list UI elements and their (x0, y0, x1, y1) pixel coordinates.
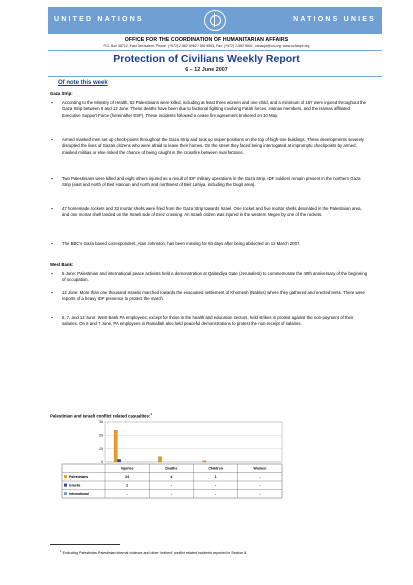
gaza-bullet-5 (50, 241, 368, 247)
table-cell: - (170, 492, 172, 497)
westbank-bullet-text: 12 June: More than one thousand Israelis marched towards the evacuated settlement of Khomesh (Nablus) where they gathered and erected tents. There were reports of a heavy IDF presence to protect the march. (62, 290, 365, 302)
legend-label: Israelis (69, 483, 81, 488)
westbank-bullet-text: 6, 7, and 12 June: West Bank PA employees, except for those in the health and education sectors, held strikes in protest against the non-payment of their salaries. On 6 and 7 June, PA employees in Ramallah also held peaceful demonstrations to protest the non-receipt of salaries. (62, 315, 354, 327)
section-heading: Of note this week (58, 80, 108, 86)
bullet-icon: ▪ (51, 315, 53, 320)
gaza-bullet-3 (50, 176, 368, 189)
category-label: Women (253, 466, 267, 471)
footnote-marker: 1 (60, 549, 62, 553)
legend-swatch (64, 484, 67, 487)
chart-title-footnote-marker: 1 (150, 412, 152, 416)
gaza-bullet-text: The BBC’s Gaza based correspondent, Alan Johnston, has been missing for 93 days after being abducted on 12 March 2007. (62, 241, 301, 246)
gaza-bullet-1 (50, 100, 368, 119)
footnote-divider (50, 544, 120, 545)
bullet-icon: ▪ (51, 290, 53, 295)
bar-palestinians (158, 457, 161, 462)
gaza-bullet-text: According to the Ministry of Health, 52 Palestinians were killed, including at least three women and one child, and a minimum of 187 were injured throughout the Gaza Strip between 9 and 12 June. These deaths have been due to factional fighting involving Fatah forces, Hamas members, and the Hamas affiliated Executive Support Force (hereinafter ESF). These incidents followed a cease fire agreement brokered on 10 May. (62, 100, 367, 118)
gaza-heading: Gaza Strip: (50, 91, 73, 96)
westbank-bullet-2 (50, 290, 368, 303)
table-cell: - (259, 475, 261, 480)
category-label: Children (208, 466, 223, 471)
legend-swatch (64, 475, 67, 478)
plot-area (105, 422, 282, 462)
footnote (60, 549, 247, 555)
bullet-icon: ▪ (51, 206, 53, 211)
bar-palestinians (114, 430, 117, 462)
casualty-chart (50, 418, 312, 518)
y-tick-label: 20 (99, 433, 103, 438)
category-label: Injuries (120, 466, 134, 471)
report-title: Protection of Civilians Weekly Report (113, 53, 300, 65)
y-tick-label: 30 (99, 420, 103, 425)
westbank-bullet-1 (50, 271, 368, 284)
bar-palestinians (203, 461, 206, 462)
gaza-bullet-text: Two Palestinians were killed and eight others injured as a result of IDF military operations in the Gaza Strip. IDF soldiers remain present in the northern Gaza Strip (east and north of Beit Hanoun and north and northwest of Beit Lahiya, including the Dugit area). (62, 176, 361, 188)
header-divider (48, 50, 382, 51)
un-header-banner (48, 7, 382, 34)
y-tick-label: 0 (101, 460, 103, 465)
table-cell: - (215, 492, 217, 497)
westbank-bullet-text: 5 June: Palestinian and international peace activists held a demonstration at Qalandiya Gate (Jerusalem) to commemorate the 40th anniversary of the beginning of occupation. (62, 271, 368, 283)
chart-title-text: Palestinian and Israeli conflict related casualties: (50, 413, 151, 419)
bullet-icon: ▪ (51, 271, 53, 276)
bullet-icon: ▪ (51, 100, 53, 105)
legend-label: Palestinians (69, 474, 89, 479)
un-emblem-icon (204, 10, 226, 31)
legend-label: International (69, 491, 89, 496)
footnote-text: Excluding Palestinian-Palestinian internal violence and other ‘indirect’ conflict related incidents reported in Section 8. (62, 551, 248, 556)
legend-swatch (64, 492, 67, 495)
table-cell: 1 (214, 475, 217, 480)
table-cell: 4 (170, 475, 173, 480)
table-cell: - (126, 492, 128, 497)
table-cell: - (215, 483, 217, 488)
report-dates: 6 – 12 June 2007 (185, 67, 228, 73)
bullet-icon: ▪ (51, 176, 53, 181)
bullet-icon: ▪ (51, 241, 53, 246)
gaza-bullet-text: Armed masked men set up check-points throughout the Gaza Strip and took up sniper positions on the top of high-rise buildings. These developments severely disrupted the lives of Gazan citizens who were afraid to leave their homes. On the street they faced being interrogated at impromptu checkpoints by armed, masked militias or else risked the chance of being caught in the crossfire between rival factions. (62, 137, 365, 155)
westbank-bullet-3 (50, 315, 368, 328)
gaza-bullet-4 (50, 206, 368, 219)
table-cell: 2 (126, 483, 129, 488)
gaza-bullet-text: 47 homemade rockets and 33 mortar shells were fired from the Gaza Strip towards Israel. One rocket and five mortar shells detonated in the Palestinian area, and one mortar shell landed on the Israeli side of Erez crossing. An Israeli citizen was injured in the western Negev by one of the rockets. (62, 206, 362, 218)
title-divider (48, 76, 382, 77)
gaza-bullet-2 (50, 137, 368, 156)
bullet-icon: ▪ (51, 137, 53, 142)
office-name: OFFICE FOR THE COORDINATION OF HUMANITARIAN AFFAIRS (124, 37, 289, 43)
table-cell: - (259, 483, 261, 488)
table-cell: - (170, 483, 172, 488)
table-cell: 24 (125, 475, 130, 480)
bar-israelis (117, 459, 120, 462)
org-name-english: UNITED NATIONS (54, 16, 144, 23)
org-name-french: NATIONS UNIES (293, 16, 376, 23)
y-tick-label: 10 (99, 446, 103, 451)
westbank-heading: West Bank: (50, 262, 74, 267)
category-label: Deaths (165, 466, 178, 471)
table-cell: - (259, 492, 261, 497)
contact-line: P.O. Box 38712, East Jerusalem, Phone: (+972) 2-582 9962 / 582 5853, Fax: (+972) 2-582 5841, ochaopt@un.org, www.ochaopt.org (103, 44, 310, 48)
